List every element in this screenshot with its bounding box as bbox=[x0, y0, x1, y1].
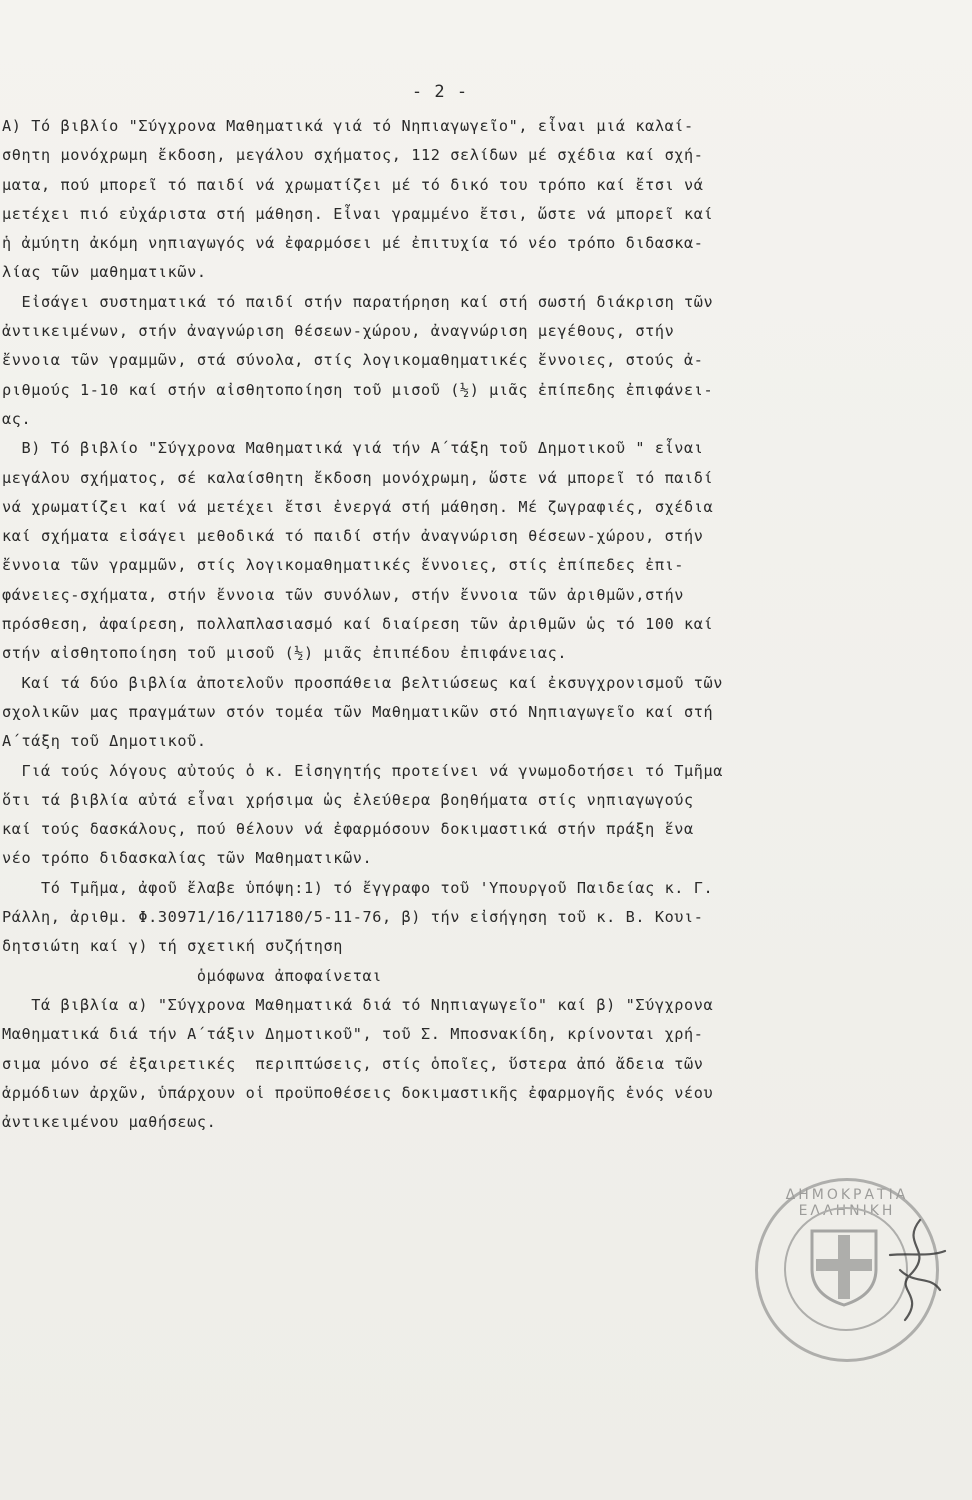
text-line: ἀντικειμένων, στήν ἀναγνώριση θέσεων-χώρου, ἀναγνώριση μεγέθους, στήν bbox=[2, 322, 675, 341]
text-line: μεγάλου σχήματος, σέ καλαίσθητη ἔκδοση μονόχρωμη, ὥστε νά μπορεῖ τό παιδί bbox=[2, 468, 714, 487]
text-line: ματα, πού μπορεῖ τό παιδί νά χρωματίζει μέ τό δικό του τρόπο καί ἔτσι νά bbox=[2, 175, 704, 194]
text-line: Β) Τό βιβλίο "Σύγχρονα Μαθηματικά γιά τήν Α΄τάξη τοῦ Δημοτικοῦ " εἶναι bbox=[2, 439, 704, 458]
text-line: Τά βιβλία α) "Σύγχρονα Μαθηματικά διά τό Νηπιαγωγεῖο" καί β) "Σύγχρονα bbox=[2, 995, 714, 1014]
text-line: δητσιώτη καί γ) τή σχετική συζήτηση bbox=[2, 937, 344, 956]
text-line: λίας τῶν μαθηματικῶν. bbox=[2, 263, 207, 282]
text-line: Εἰσάγει συστηματικά τό παιδί στήν παρατήρηση καί στή σωστή διάκριση τῶν bbox=[2, 292, 714, 311]
text-line: ἔννοια τῶν γραμμῶν, στά σύνολα, στίς λογικομαθηματικές ἔννοιες, στούς ἀ- bbox=[2, 351, 704, 370]
text-line: καί σχήματα εἰσάγει μεθοδικά τό παιδί στήν ἀναγνώριση θέσεων-χώρου, στήν bbox=[2, 527, 704, 546]
text-line: ἔννοια τῶν γραμμῶν, στίς λογικομαθηματικές ἔννοιες, στίς ἐπίπεδες ἐπι- bbox=[2, 556, 685, 575]
text-line: νά χρωματίζει καί νά μετέχει ἔτσι ἐνεργά στή μάθηση. Μέ ζωγραφιές, σχέδια bbox=[2, 497, 714, 516]
text-line: ἁρμόδιων ἀρχῶν, ὑπάρχουν οἱ προϋποθέσεις δοκιμαστικῆς ἐφαρμογῆς ἑνός νέου bbox=[2, 1083, 714, 1102]
text-line: μετέχει πιό εὐχάριστα στή μάθηση. Εἶναι γραμμένο ἔτσι, ὥστε νά μπορεῖ καί bbox=[2, 204, 714, 223]
text-line: ὁμόφωνα ἀποφαίνεται bbox=[2, 966, 383, 985]
text-line: ἀντικειμένου μαθήσεως. bbox=[2, 1113, 217, 1132]
text-line: Α) Τό βιβλίο "Σύγχρονα Μαθηματικά γιά τό Νηπιαγωγεῖο", εἶναι μιά καλαί- bbox=[2, 117, 694, 135]
text-line: Ράλλη, ἀριθμ. Φ.30971/16/117180/5-11-76, β) τήν εἰσήγηση τοῦ κ. Β. Κουι- bbox=[2, 908, 704, 927]
text-line: Γιά τούς λόγους αὐτούς ὁ κ. Εἰσηγητής προτείνει νά γνωμοδοτήσει τό Τμῆμα bbox=[2, 761, 724, 780]
text-line: Τό Τμῆμα, ἀφοῦ ἔλαβε ὑπόψη:1) τό ἔγγραφο τοῦ 'Υπουργοῦ Παιδείας κ. Γ. bbox=[2, 878, 714, 897]
text-line: φάνειες-σχήματα, στήν ἔννοια τῶν συνόλων, στήν ἔννοια τῶν ἀριθμῶν,στήν bbox=[2, 585, 685, 604]
stamp-label: ΔΗΜΟΚΡΑΤΙΑ ΕΛΛΗΝΙΚΗ bbox=[785, 1187, 909, 1219]
text-line: πρόσθεση, ἀφαίρεση, πολλαπλασιασμό καί διαίρεση τῶν ἀριθμῶν ὡς τό 100 καί bbox=[2, 615, 714, 634]
handwritten-signature bbox=[880, 1215, 950, 1325]
text-line: σχολικῶν μας πραγμάτων στόν τομέα τῶν Μαθηματικῶν στό Νηπιαγωγεῖο καί στή bbox=[2, 702, 714, 721]
text-line: σιμα μόνο σέ ἐξαιρετικές περιπτώσεις, στίς ὁποῖες, ὕστερα ἀπό ἄδεια τῶν bbox=[2, 1054, 704, 1073]
text-line: Καί τά δύο βιβλία ἀποτελοῦν προσπάθεια βελτιώσεως καί ἐκσυγχρονισμοῦ τῶν bbox=[2, 673, 724, 692]
text-line: ριθμούς 1-10 καί στήν αἰσθητοποίηση τοῦ μισοῦ (½) μιᾶς ἐπίπεδης ἐπιφάνει- bbox=[2, 380, 714, 399]
text-line: στήν αἰσθητοποίηση τοῦ μισοῦ (½) μιᾶς ἐπιπέδου ἐπιφάνειας. bbox=[2, 644, 568, 663]
text-line: ἡ ἀμύητη ἀκόμη νηπιαγωγός νά ἐφαρμόσει μέ ἐπιτυχία τό νέο τρόπο διδασκα- bbox=[2, 234, 704, 253]
text-line: Μαθηματικά διά τήν Α΄τάξιν Δημοτικοῦ", τοῦ Σ. Μποσνακίδη, κρίνονται χρή- bbox=[2, 1025, 704, 1044]
page-number: - 2 - bbox=[411, 82, 469, 102]
text-line: ας. bbox=[2, 409, 32, 428]
text-line: σθητη μονόχρωμη ἔκδοση, μεγάλου σχήματος, 112 σελίδων μέ σχέδια καί σχή- bbox=[2, 146, 704, 165]
coat-of-arms-icon bbox=[804, 1225, 884, 1309]
text-line: Α΄τάξη τοῦ Δημοτικοῦ. bbox=[2, 732, 207, 751]
text-line: ὅτι τά βιβλία αὐτά εἶναι χρήσιμα ὡς ἐλεύθερα βοηθήματα στίς νηπιαγωγούς bbox=[2, 790, 694, 809]
text-line: νέο τρόπο διδασκαλίας τῶν Μαθηματικῶν. bbox=[2, 849, 373, 868]
text-line: καί τούς δασκάλους, πού θέλουν νά ἐφαρμόσουν δοκιμαστικά στήν πράξη ἕνα bbox=[2, 820, 694, 839]
document-body bbox=[2, 112, 968, 1137]
